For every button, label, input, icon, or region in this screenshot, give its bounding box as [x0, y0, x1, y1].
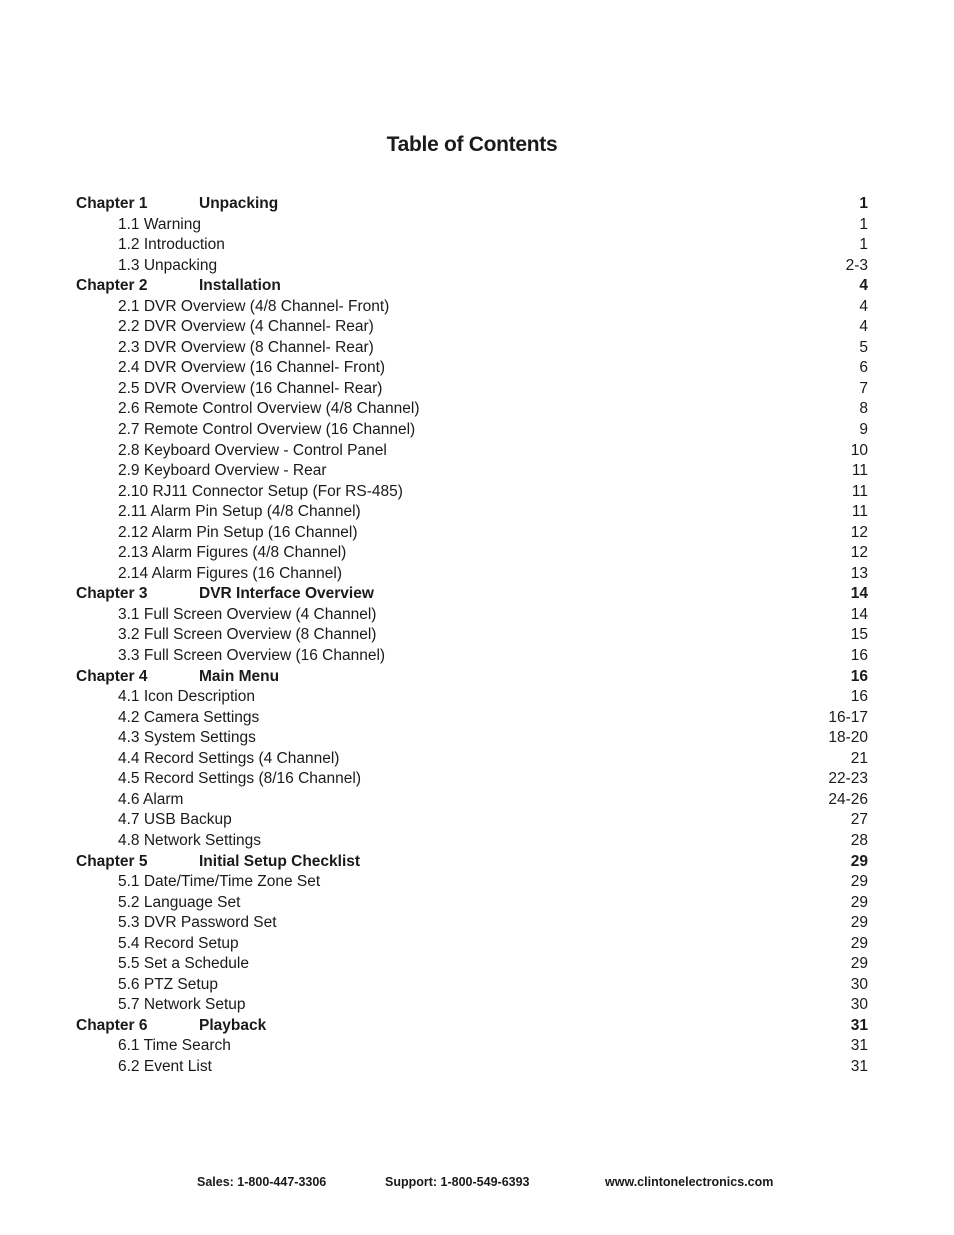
page-number: 30 [850, 996, 868, 1014]
toc-section-row[interactable] [76, 954, 868, 975]
section-title: 5.4 Record Setup [118, 934, 239, 952]
section-title: 1.2 Introduction [118, 236, 225, 254]
section-title: 2.12 Alarm Pin Setup (16 Channel) [118, 523, 358, 541]
page-number: 11 [851, 503, 868, 521]
toc-chapter-row[interactable] [76, 1016, 868, 1037]
page-number: 28 [850, 831, 868, 849]
toc-section-row[interactable] [76, 461, 868, 482]
toc-section-row[interactable] [76, 358, 868, 379]
page-number: 29 [850, 955, 868, 973]
toc-section-row[interactable] [76, 235, 868, 256]
page-number: 5 [859, 338, 868, 356]
toc-chapter-row[interactable] [76, 584, 868, 605]
toc-section-row[interactable] [76, 708, 868, 729]
toc-section-row[interactable] [76, 893, 868, 914]
page-title: Table of Contents [386, 133, 558, 156]
section-title: 2.5 DVR Overview (16 Channel- Rear) [118, 379, 383, 397]
chapter-title: Initial Setup Checklist [199, 852, 361, 870]
toc-section-row[interactable] [76, 256, 868, 277]
page-number: 30 [850, 975, 868, 993]
page-number: 24-26 [828, 790, 868, 808]
toc-section-row[interactable] [76, 482, 868, 503]
section-title: 2.14 Alarm Figures (16 Channel) [118, 564, 343, 582]
page-number: 12 [850, 523, 868, 541]
toc-section-row[interactable] [76, 625, 868, 646]
toc-section-row[interactable] [76, 810, 868, 831]
section-title: 5.7 Network Setup [118, 996, 246, 1014]
section-title: 2.3 DVR Overview (8 Channel- Rear) [118, 338, 374, 356]
section-title: 2.8 Keyboard Overview - Control Panel [118, 441, 387, 459]
section-title: 2.4 DVR Overview (16 Channel- Front) [118, 359, 386, 377]
page-number: 8 [859, 400, 868, 418]
page-number: 14 [850, 605, 868, 623]
page-number: 18-20 [828, 729, 868, 747]
section-title: 4.8 Network Settings [118, 831, 262, 849]
chapter-title: DVR Interface Overview [199, 585, 374, 603]
toc-section-row[interactable] [76, 605, 868, 626]
page-number: 29 [850, 893, 868, 911]
toc-section-row[interactable] [76, 441, 868, 462]
toc-section-row[interactable] [76, 502, 868, 523]
page-number: 31 [850, 1037, 868, 1055]
toc-chapter-row[interactable] [76, 667, 868, 688]
toc-section-row[interactable] [76, 913, 868, 934]
toc-section-row[interactable] [76, 543, 868, 564]
footer-support-phone: Support: 1-800-549-6393 [385, 1175, 530, 1189]
toc-section-row[interactable] [76, 420, 868, 441]
toc-section-row[interactable] [76, 790, 868, 811]
section-title: 5.5 Set a Schedule [118, 955, 249, 973]
section-title: 2.1 DVR Overview (4/8 Channel- Front) [118, 297, 390, 315]
page-number: 4 [859, 297, 868, 315]
toc-section-row[interactable] [76, 379, 868, 400]
section-title: 2.11 Alarm Pin Setup (4/8 Channel) [118, 503, 361, 521]
toc-section-row[interactable] [76, 297, 868, 318]
chapter-number: Chapter 3 [76, 585, 148, 603]
page-number: 16 [850, 647, 868, 665]
chapter-title: Playback [199, 1016, 267, 1034]
toc-chapter-row[interactable] [76, 852, 868, 873]
section-title: 5.2 Language Set [118, 893, 241, 911]
page-number: 1 [859, 195, 868, 212]
toc-section-row[interactable] [76, 995, 868, 1016]
toc-section-row[interactable] [76, 687, 868, 708]
page-number: 1 [859, 215, 868, 233]
section-title: 2.9 Keyboard Overview - Rear [118, 462, 327, 480]
section-title: 3.1 Full Screen Overview (4 Channel) [118, 605, 377, 623]
toc-section-row[interactable] [76, 646, 868, 667]
toc-section-row[interactable] [76, 564, 868, 585]
chapter-number: Chapter 1 [76, 195, 148, 212]
section-title: 6.1 Time Search [118, 1037, 231, 1055]
toc-section-row[interactable] [76, 523, 868, 544]
toc-section-row[interactable] [76, 317, 868, 338]
page-number: 15 [850, 626, 868, 644]
section-title: 4.3 System Settings [118, 729, 256, 747]
page-number: 29 [850, 914, 868, 932]
section-title: 2.13 Alarm Figures (4/8 Channel) [118, 544, 347, 562]
chapter-title: Unpacking [199, 195, 279, 212]
section-title: 5.6 PTZ Setup [118, 975, 218, 993]
page-number: 16 [850, 667, 868, 685]
section-title: 2.2 DVR Overview (4 Channel- Rear) [118, 318, 374, 336]
section-title: 6.2 Event List [118, 1057, 212, 1075]
toc-chapter-row[interactable] [76, 194, 868, 215]
toc-section-row[interactable] [76, 1036, 868, 1057]
page-number: 31 [850, 1016, 868, 1034]
toc-section-row[interactable] [76, 872, 868, 893]
page-number: 7 [859, 379, 868, 397]
section-title: 3.3 Full Screen Overview (16 Channel) [118, 647, 386, 665]
section-title: 4.6 Alarm [118, 790, 184, 808]
page-number: 16 [850, 688, 868, 706]
section-title: 3.2 Full Screen Overview (8 Channel) [118, 626, 377, 644]
page-number: 29 [850, 852, 868, 870]
footer-sales-phone: Sales: 1-800-447-3306 [197, 1175, 327, 1189]
footer [0, 1175, 954, 1193]
toc-chapter-row[interactable] [76, 276, 868, 297]
page-number: 12 [850, 544, 868, 562]
page-number: 11 [851, 482, 868, 500]
chapter-title: Installation [199, 277, 281, 295]
page-number: 22-23 [828, 770, 868, 788]
section-title: 4.1 Icon Description [118, 688, 255, 706]
toc-section-row[interactable] [76, 728, 868, 749]
page-number: 31 [850, 1057, 868, 1075]
page-number: 14 [850, 585, 868, 603]
toc-section-row[interactable] [76, 975, 868, 996]
page-number: 4 [859, 318, 868, 336]
toc-section-row[interactable] [76, 769, 868, 790]
page-number: 21 [850, 749, 868, 767]
section-title: 2.7 Remote Control Overview (16 Channel) [118, 421, 416, 439]
toc-section-row[interactable] [76, 399, 868, 420]
section-title: 4.2 Camera Settings [118, 708, 260, 726]
toc-section-row[interactable] [76, 831, 868, 852]
toc-section-row[interactable] [76, 215, 868, 236]
toc-section-row[interactable] [76, 749, 868, 770]
section-title: 4.5 Record Settings (8/16 Channel) [118, 770, 361, 788]
page-number: 2-3 [845, 256, 868, 274]
toc-section-row[interactable] [76, 1057, 868, 1078]
page-number: 16-17 [828, 708, 868, 726]
chapter-number: Chapter 5 [76, 852, 148, 870]
footer-website-link[interactable]: www.clintonelectronics.com [605, 1175, 774, 1189]
page-number: 9 [859, 421, 868, 439]
chapter-title: Main Menu [199, 667, 280, 685]
page-number: 29 [850, 934, 868, 952]
page-number: 29 [850, 873, 868, 891]
toc-section-row[interactable] [76, 934, 868, 955]
section-title: 4.4 Record Settings (4 Channel) [118, 749, 340, 767]
page-number: 11 [851, 462, 868, 480]
page-number: 10 [850, 441, 868, 459]
page-number: 4 [859, 277, 868, 295]
section-title: 1.3 Unpacking [118, 256, 218, 274]
page-number: 6 [859, 359, 868, 377]
section-title: 5.1 Date/Time/Time Zone Set [118, 873, 321, 891]
section-title: 5.3 DVR Password Set [118, 914, 277, 932]
section-title: 2.6 Remote Control Overview (4/8 Channel) [118, 400, 420, 418]
chapter-number: Chapter 2 [76, 277, 148, 295]
table-of-contents [76, 194, 868, 1078]
page-number: 1 [859, 236, 868, 254]
chapter-number: Chapter 4 [76, 667, 148, 685]
section-title: 2.10 RJ11 Connector Setup (For RS-485) [118, 482, 403, 500]
page-number: 27 [850, 811, 868, 829]
section-title: 1.1 Warning [118, 215, 201, 233]
page-number: 13 [850, 564, 868, 582]
toc-section-row[interactable] [76, 338, 868, 359]
chapter-number: Chapter 6 [76, 1016, 148, 1034]
section-title: 4.7 USB Backup [118, 811, 232, 829]
